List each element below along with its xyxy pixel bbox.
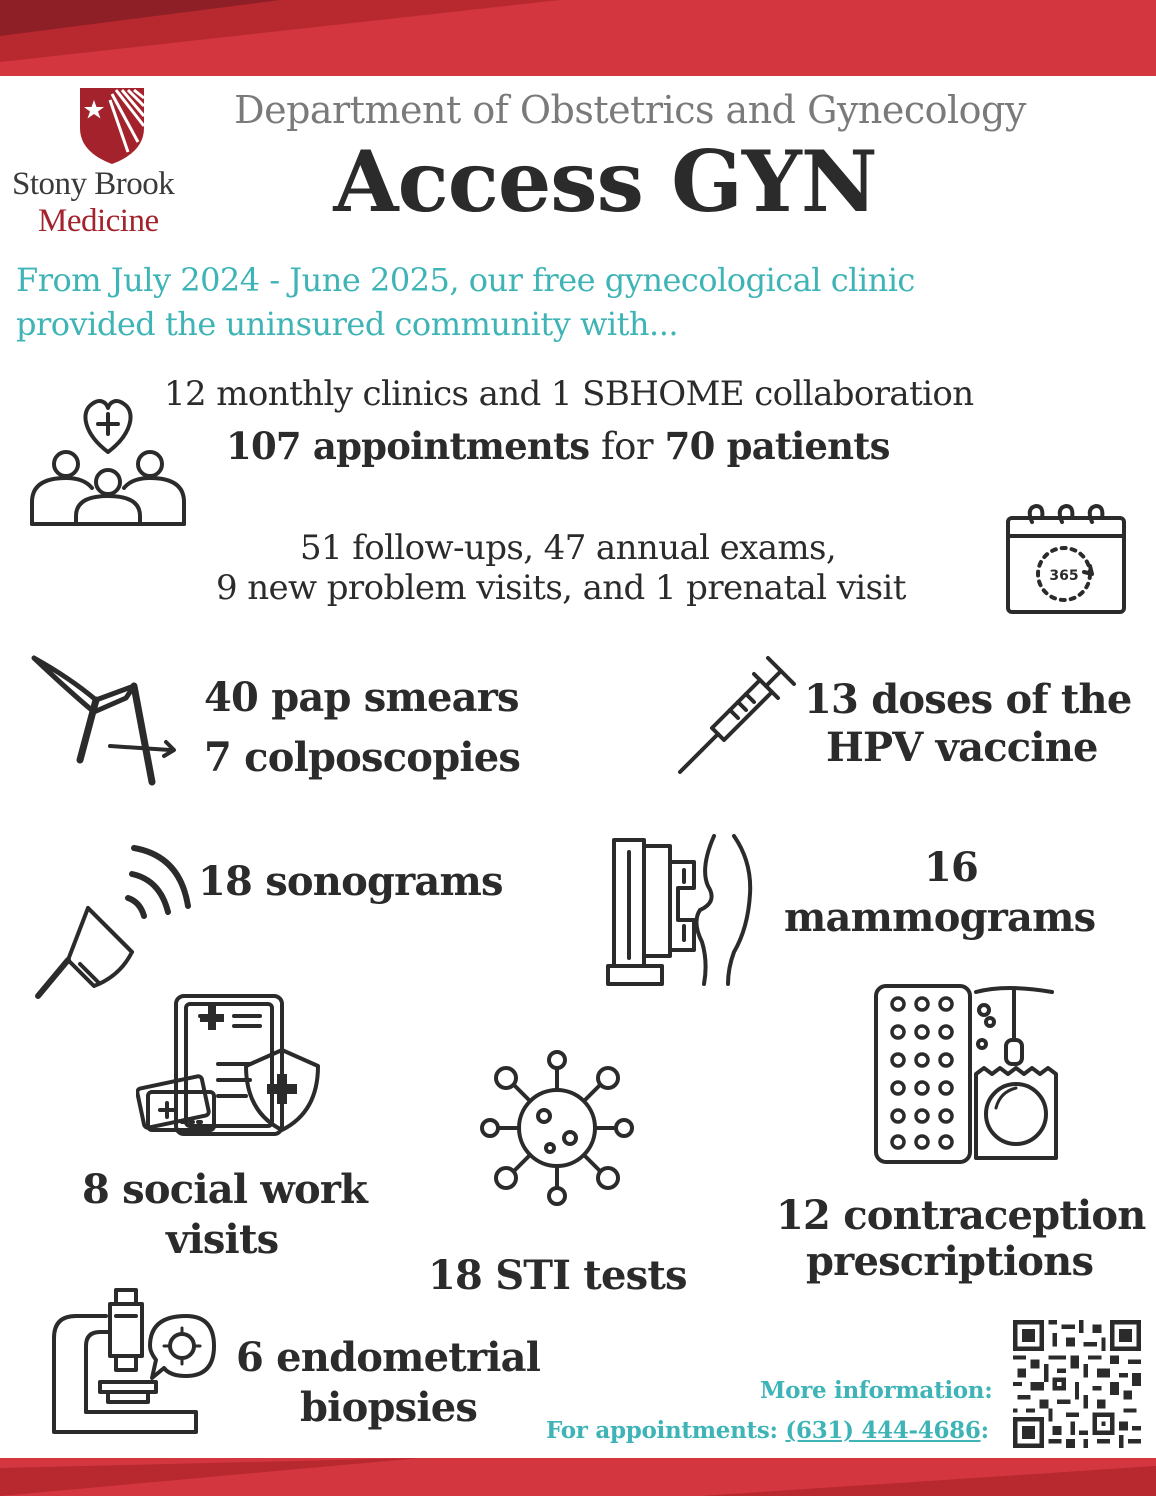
page-title: Access GYN — [333, 132, 877, 231]
mammograms-stat-line2: mammograms — [784, 894, 1096, 941]
appointments-count: 107 appointments — [226, 424, 590, 468]
clinics-line: 12 monthly clinics and 1 SBHOME collaboration — [164, 374, 974, 414]
appointments-label: For appointments: — [546, 1417, 778, 1444]
speculum-icon — [30, 650, 180, 786]
intro-line1: From July 2024 - June 2025, our free gynecological clinic — [16, 261, 915, 299]
department-name: Department of Obstetrics and Gynecology — [234, 88, 1026, 132]
logo-name-line2: Medicine — [38, 203, 159, 239]
sonograms-stat: 18 sonograms — [198, 858, 503, 905]
hpv-stat-line1: 13 doses of the — [804, 676, 1132, 723]
visits-line1: 51 follow-ups, 47 annual exams, — [300, 528, 837, 568]
endometrial-stat-line2: biopsies — [300, 1384, 478, 1431]
stony-brook-logo — [12, 86, 212, 246]
phone-colon: : — [980, 1417, 989, 1444]
patients-count: 70 patients — [664, 424, 890, 468]
phone-link[interactable]: (631) 444-4686 — [785, 1417, 981, 1444]
virus-icon — [478, 1050, 636, 1206]
more-info-label: More information: — [760, 1377, 993, 1404]
qr-code[interactable] — [1012, 1320, 1142, 1448]
ultrasound-probe-icon — [28, 836, 194, 1004]
contraception-icon — [872, 980, 1062, 1168]
mammogram-machine-icon — [604, 832, 764, 990]
bottom-banner — [0, 1458, 1156, 1496]
appointments-line — [226, 424, 890, 468]
social-work-documents-icon — [136, 990, 326, 1140]
microscope-icon — [46, 1286, 218, 1440]
syringe-icon — [676, 652, 800, 776]
colposcopies-stat: 7 colposcopies — [204, 734, 521, 781]
logo-name-line1: Stony Brook — [12, 166, 175, 202]
for-word: for — [601, 425, 653, 468]
shield-logo-icon — [72, 86, 152, 166]
calendar-365-icon — [1004, 502, 1128, 616]
social-work-stat-line1: 8 social work — [82, 1166, 368, 1213]
contraception-stat-line1: 12 contraception — [776, 1192, 1146, 1239]
contraception-stat-line2: prescriptions — [806, 1238, 1094, 1285]
mammograms-stat-line1: 16 — [924, 844, 979, 891]
visits-line2: 9 new problem visits, and 1 prenatal visit — [216, 568, 906, 608]
appointments-contact — [546, 1417, 989, 1444]
calendar-label: 365 — [1049, 568, 1079, 584]
endometrial-stat-line1: 6 endometrial — [236, 1334, 541, 1381]
sti-tests-stat: 18 STI tests — [428, 1252, 687, 1299]
intro-text — [16, 258, 1136, 346]
social-work-stat-line2: visits — [166, 1216, 279, 1263]
hpv-stat-line2: HPV vaccine — [826, 724, 1098, 771]
top-banner — [0, 0, 1156, 76]
pap-smears-stat: 40 pap smears — [204, 674, 519, 721]
intro-line2: provided the uninsured community with... — [16, 305, 679, 343]
